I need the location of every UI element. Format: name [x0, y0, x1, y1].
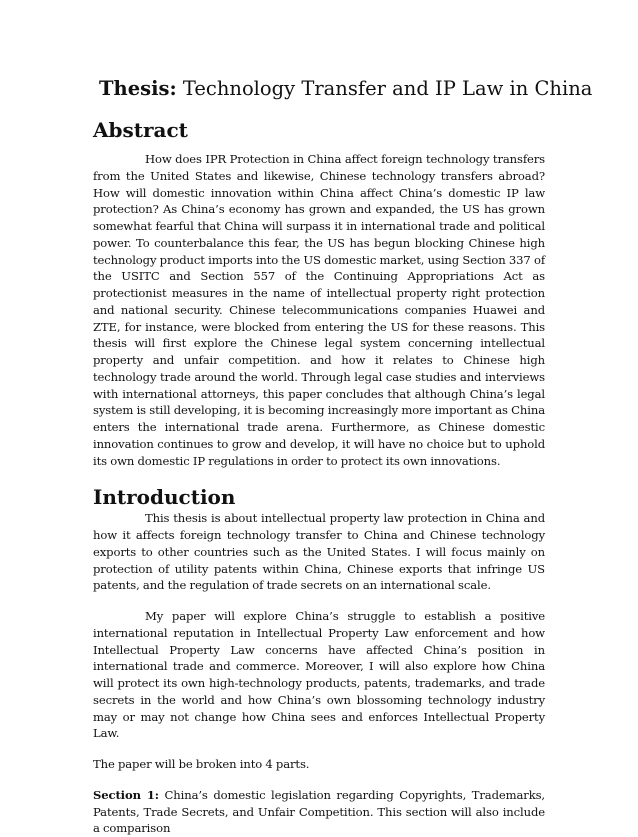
abstract-heading: Abstract: [93, 118, 188, 142]
title-text: Technology Transfer and IP Law in China: [176, 77, 593, 100]
section-1-paragraph: [93, 787, 545, 837]
title-lead: Thesis:: [99, 77, 177, 100]
introduction-heading: Introduction: [93, 485, 236, 510]
document-title: [99, 75, 593, 103]
introduction-paragraph-3: The paper will be broken into 4 parts.: [93, 757, 310, 771]
introduction-paragraph-1: This thesis is about intellectual property law protection in China and how it affects foreign technology transfer to China and Chinese technology exports to other countries such as the United States. I will focus mainly on protection of utility patents within China, Chinese exports that infringe US patents, and the regulation of trade secrets on an international scale.: [93, 511, 545, 593]
introduction-paragraph-2: My paper will explore China’s struggle to establish a positive international reputation in Intellectual Property Law enforcement and how Intellectual Property Law concerns have affected China’s position in international trade and commerce. Moreover, I will also explore how China will protect its own high-technology products, patents, trademarks, and trade secrets in the world and how China’s own blossoming technology industry may or may not change how China sees and enforces Intellectual Property Law.: [93, 609, 545, 741]
section-1-label: Section 1:: [93, 787, 159, 802]
document-content: [93, 75, 593, 837]
abstract-paragraph: How does IPR Protection in China affect foreign technology transfers from the United States and likewise, Chinese technology transfers abroad? How will domestic innovation within China affect China’s domestic IP law protection? As China’s economy has grown and expanded, the US has grown somewhat fearful that China will surpass it in international trade and political power. To counterbalance this fear, the US has begun blocking Chinese high technology product imports into the US domestic market, using Section 337 of the USITC and Section 557 of the Continuing Appropriations Act as protectionist measures in the name of intellectual property right protection and national security. Chinese telecommunications companies Huawei and ZTE, for instance, were blocked from entering the US for these reasons. This thesis will first explore the Chinese legal system concerning intellectual property and unfair competition. and how it relates to Chinese high technology trade around the world. Through legal case studies and interviews with international attorneys, this paper concludes that although China’s legal system is still developing, it is becoming increasingly more important as China enters the international trade arena. Furthermore, as Chinese domestic innovation continues to grow and develop, it will have no choice but to uphold its own domestic IP regulations in order to protect its own innovations.: [93, 152, 545, 468]
section-1-text: China’s domestic legislation regarding Copyrights, Trademarks, Patents, Trade Secrets, and Unfair Competition. This section will also include a comparison: [93, 787, 545, 836]
